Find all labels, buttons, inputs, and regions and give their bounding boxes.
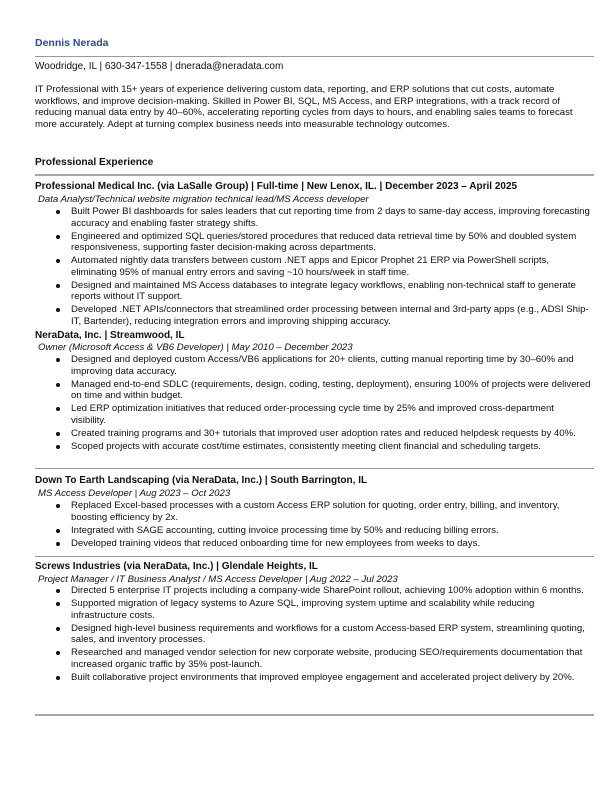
job-divider xyxy=(35,468,594,469)
bullet-item: Developed training videos that reduced onboarding time for new employees from weeks to days. xyxy=(56,538,591,550)
job-title: Screws Industries (via NeraData, Inc.) | Glendale Heights, IL xyxy=(35,561,318,572)
job-title: Professional Medical Inc. (via LaSalle Group) | Full-time | New Lenox, IL. | December 2023 – April 2025 xyxy=(35,181,518,192)
section-title-experience: Professional Experience xyxy=(35,157,154,168)
bullet-item: Supported migration of legacy systems to Azure SQL, improving system uptime and scalability while reducing infrastructure costs. xyxy=(56,598,591,621)
bullet-item: Researched and managed vendor selection for new corporate website, producing SEO/requirements documentation that increased organic traffic by 35% post-launch. xyxy=(56,647,591,670)
job-bullets xyxy=(56,585,591,685)
job-role: Owner (Microsoft Access & VB6 Developer) | May 2010 – December 2023 xyxy=(38,342,353,353)
job-role: Project Manager / IT Business Analyst / MS Access Developer | Aug 2022 – Jul 2023 xyxy=(38,574,398,585)
job-bullets xyxy=(56,500,591,551)
bullet-item: Designed and deployed custom Access/VB6 applications for 20+ clients, cutting manual reporting time by 30–60% and improving data accuracy. xyxy=(56,354,591,377)
job-title: Down To Earth Landscaping (via NeraData, Inc.) | South Barrington, IL xyxy=(35,475,368,486)
job-bullets xyxy=(56,354,591,454)
job-role: MS Access Developer | Aug 2023 – Oct 2023 xyxy=(38,488,231,499)
bullet-item: Directed 5 enterprise IT projects including a company-wide SharePoint rollout, achieving 100% adoption within 6 months. xyxy=(56,585,591,597)
job-role: Data Analyst/Technical website migration technical lead/MS Access developer xyxy=(38,194,369,205)
bullet-item: Integrated with SAGE accounting, cutting invoice processing time by 50% and reducing billing errors. xyxy=(56,525,591,537)
bullet-item: Designed and maintained MS Access databases to integrate legacy workflows, enabling non-technical staff to generate reports without IT support. xyxy=(56,280,591,303)
bullet-item: Automated nightly data transfers between custom .NET apps and Epicor Prophet 21 ERP via PowerShell scripts, eliminating 95% of manual entry errors and saving ~10 hours/week in staff time. xyxy=(56,255,591,278)
job-title: NeraData, Inc. | Streamwood, IL xyxy=(35,330,185,341)
bullet-item: Managed end-to-end SDLC (requirements, design, coding, testing, deployment), ensuring 100% of projects were delivered on time and within budget. xyxy=(56,379,591,402)
bullet-item: Developed .NET APIs/connectors that streamlined order processing between internal and 3rd-party apps (e.g., ADSI Ship-IT, Bartender), reducing integration errors and improving shipping accuracy. xyxy=(56,304,591,327)
bullet-item: Designed high-level business requirements and workflows for a custom Access-based ERP system, streamlining quoting, sales, and inventory processes. xyxy=(56,623,591,646)
bullet-item: Led ERP optimization initiatives that reduced order-processing cycle time by 25% and improved cross-department visibility. xyxy=(56,403,591,426)
bullet-item: Built collaborative project environments that improved employee engagement and accelerated project delivery by 20%. xyxy=(56,672,591,684)
bullet-item: Created training programs and 30+ tutorials that improved user adoption rates and reduced helpdesk requests by 40%. xyxy=(56,428,591,440)
bullet-item: Replaced Excel-based processes with a custom Access ERP solution for quoting, order entry, billing, and inventory, boosting efficiency by 2x. xyxy=(56,500,591,523)
bullet-item: Engineered and optimized SQL queries/stored procedures that reduced data retrieval time by 50% and doubled system responsiveness, supporting faster decision-making across departments. xyxy=(56,231,591,254)
job-divider xyxy=(35,556,594,557)
footer-divider xyxy=(35,714,594,716)
header-divider xyxy=(35,56,594,57)
bullet-item: Scoped projects with accurate cost/time estimates, consistently meeting client financial and scheduling targets. xyxy=(56,441,591,453)
contact-line: Woodridge, IL | 630-347-1558 | dnerada@neradata.com xyxy=(35,61,284,72)
section-divider xyxy=(35,174,594,176)
bullet-item: Built Power BI dashboards for sales leaders that cut reporting time from 2 days to same-day access, improving forecasting accuracy and enabling faster strategy shifts. xyxy=(56,206,591,229)
job-bullets xyxy=(56,206,591,329)
professional-summary: IT Professional with 15+ years of experience delivering custom data, reporting, and ERP solutions that cut costs, automate workflows, and improve decision-making. Skilled in Power BI, SQL, MS Access, and ERP integrations, with a track record of reducing manual data entry by 40–60%, accelerating reporting cycles from days to hours, and enabling sales teams to forecast more accurately. Adept at turning complex business needs into measurable technology outcomes. xyxy=(35,84,573,130)
candidate-name: Dennis Nerada xyxy=(35,37,109,49)
